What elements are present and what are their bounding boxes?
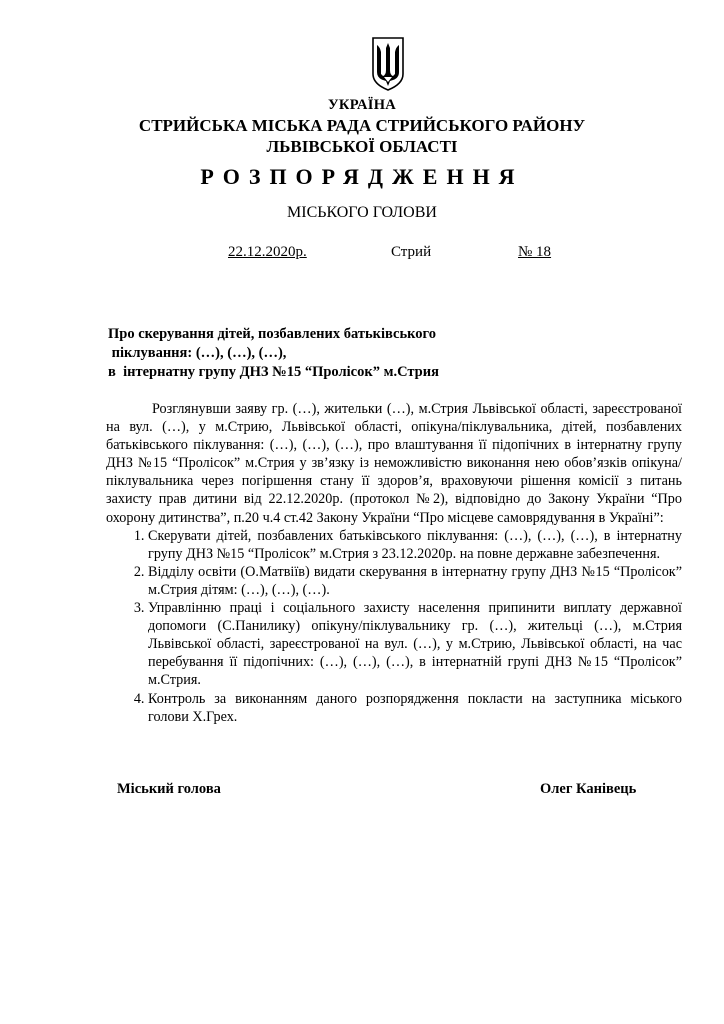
order-item: 4. Контроль за виконанням даного розпорядження покласти на заступника міського голови Х.Грех.	[148, 690, 682, 726]
document-city: Стрий	[391, 244, 432, 260]
document-type-heading: РОЗПОРЯДЖЕННЯ	[200, 164, 524, 189]
oblast-heading: ЛЬВІВСЬКОЇ ОБЛАСТІ	[266, 137, 458, 156]
document-title	[108, 325, 439, 382]
document-date: 22.12.2020р.	[228, 244, 307, 260]
title-line: піклування: (…), (…), (…),	[108, 345, 287, 361]
council-heading: СТРИЙСЬКА МІСЬКА РАДА СТРИЙСЬКОГО РАЙОНУ	[138, 116, 586, 135]
preamble-paragraph: Розглянувши заяву гр. (…), жительки (…), м.Стрия Львівської області, зареєстрованої на вул. (…), у м.Стрию, Львівської області, опікуна/піклувальника, дітей, позбавлених батьківського піклування: (…), (…), (…), про влаштування її підопічних в інтернатну групу ДНЗ №15 “Пролісок” м.Стрия у зв’язку із неможливістю виконання нею обов’язків опікуна/піклувальника через погіршення стану її здоров’я, враховуючи рішення комісії з питань захисту прав дитини від 22.12.2020р. (протокол №2), відповідно до Закону України “Про охорону дитинства”, п.20 ч.4 ст.42 Закону України “Про місцеве самоврядування в Україні”:	[106, 401, 682, 526]
title-line: Про скерування дітей, позбавлених батьківського	[108, 326, 437, 342]
order-item: 1. Скерувати дітей, позбавлених батьківського піклування: (…), (…), (…), в інтернатну групу ДНЗ №15 “Пролісок” м.Стрия з 23.12.2020р. на повне державне забезпечення.	[148, 527, 682, 563]
document-body	[106, 400, 682, 726]
document-number: № 18	[518, 244, 552, 260]
trident-coat-of-arms-icon	[371, 36, 405, 92]
order-list	[106, 527, 682, 726]
order-item: 3. Управлінню праці і соціального захисту населення припинити виплату державної допомоги (С.Панилику) опікуну/піклувальнику гр. (…), жительці (…), м.Стрия Львівської області, зареєстрованої на вул. (…), у м.Стрию, Львівської області, на час перебування її підопічних: (…), (…), (…), в інтернатній групі ДНЗ №15 “Пролісок” м.Стрия.	[148, 599, 682, 689]
signature-name: Олег Канівець	[540, 781, 637, 797]
order-item: 2. Відділу освіти (О.Матвіїв) видати скерування в інтернатну групу ДНЗ №15 “Пролісок” м.Стрия дітям: (…), (…), (…).	[148, 563, 682, 599]
issuer-heading: МІСЬКОГО ГОЛОВИ	[287, 204, 437, 221]
title-line: в інтернатну групу ДНЗ №15 “Пролісок” м.Стрия	[108, 364, 439, 380]
country-heading: УКРАЇНА	[327, 97, 397, 113]
signature-position: Міський голова	[117, 781, 221, 797]
